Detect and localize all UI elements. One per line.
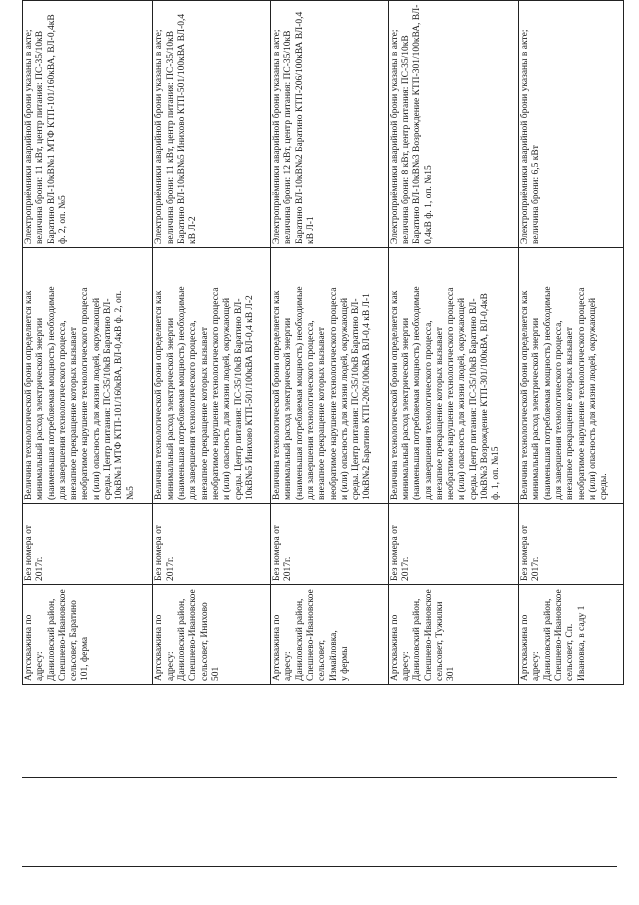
doc-number-text: Без номера от 2017г. [389, 525, 411, 581]
doc-number-text: Без номера от 2017г. [520, 525, 542, 581]
doc-number-text: Без номера от 2017г. [24, 525, 46, 581]
address-cell [271, 585, 389, 685]
address-text: Артскважина по адресу: Даниловский район, Спешнево-Ивановское сельсовет, Баратино 101, ферма [24, 589, 91, 681]
info-cell [388, 1, 518, 248]
address-cell [519, 585, 624, 685]
empty-ruling-line [22, 777, 617, 778]
table-row [388, 1, 518, 685]
doc-number-cell [388, 504, 518, 585]
doc-number-text: Без номера от 2017г. [154, 525, 176, 581]
address-text: Артскважина по адресу: Даниловский район, Спешнево-Ивановское сельсовет, Тужилки 301 [389, 589, 457, 681]
address-cell [388, 585, 518, 685]
description-cell [23, 248, 153, 504]
info-cell [519, 1, 624, 248]
table-row [271, 1, 389, 685]
info-cell [271, 1, 389, 248]
info-text: Электроприёмники аварийной брони указаны в акте; величина брони: 12 кВт, центр питания: ПС-35/10кВ Баратино ВЛ-10кВ№2 Баратино КТП-206/100кВА ВЛ-0,4 кВ Л-1 [272, 11, 316, 244]
description-cell [388, 248, 518, 504]
table-row [153, 1, 271, 685]
table-row [23, 1, 153, 685]
empty-ruling-line [22, 866, 617, 867]
description-text: Величина технологической брони определяется как минимальный расход электрической энергии (наименьшая потребляемая мощность) необходимые для завершения технологического процесса, внезапное прекращение которых вызывает необратимое нарушение технологического процесса и (или) опасность для жизни людей, окружающей среды. Центр питания: ПС-35/10кВ Баратино ВЛ- 10кВ№3 Возрождение КТП-301/100кВА, ВЛ-0,4кВ ф. 1, оп. №15 [389, 286, 502, 500]
description-cell [153, 248, 271, 504]
doc-number-text: Без номера от 2017г. [272, 525, 294, 581]
description-cell [519, 248, 624, 504]
info-cell [23, 1, 153, 248]
description-cell [271, 248, 389, 504]
description-text: Величина технологической брони определяется как минимальный расход электрической энергии (наименьшая потребляемая мощность) необходимые для завершения технологического процесса, внезапное прекращение которых вызывает необратимое нарушение технологического процесса и (или) опасность для жизни людей, окружающей среды. Центр питания: ПС-35/10кВ Баратино ВЛ- 10кВ№2 Баратино КТП-206/100кВА ВЛ-0,4 кВ Л-1 [272, 286, 373, 500]
info-cell [153, 1, 271, 248]
address-cell [153, 585, 271, 685]
address-text: Артскважина по адресу: Даниловский район, Спешнево-Ивановское сельсовет, Сп. Ивановка, в саду 1 [520, 589, 587, 681]
address-text: Артскважина по адресу: Даниловский район, Спешнево-Ивановское сельсовет, Измайловка, у фермы [272, 589, 350, 681]
info-text: Электроприёмники аварийной брони указаны в акте; величина брони: 11 кВт, центр питания: ПС-35/10кВ Баратино ВЛ-10кВ№5 Инихово КТП-501/100кВА ВЛ-0,4 кВ Л-2 [154, 13, 199, 244]
doc-number-cell [153, 504, 271, 585]
description-text: Величина технологической брони определяется как минимальный расход электрической энергии (наименьшая потребляемая мощность) необходимые для завершения технологического процесса, внезапное прекращение которых вызывает необратимое нарушение технологического процесса и (или) опасность для жизни людей, окружающей среды. Центр питания: ПС-35/10кВ Баратино ВЛ- 10кВ№1 МТФ КТП-101/160кВА, ВЛ-0,4кВ ф. 2, оп. №5 [24, 286, 136, 500]
description-text: Величина технологической брони определяется как минимальный расход электрической энергии (наименьшая потребляемая мощность) необходимые для завершения технологического процесса, внезапное прекращение которых вызывает необратимое нарушение технологического процесса и (или) опасность для жизни людей, окружающей среды. [520, 286, 610, 500]
address-cell [23, 585, 153, 685]
brone-table [22, 0, 624, 685]
info-text: Электроприёмники аварийной брони указаны в акте; величина брони: 8 кВт, центр питания: ПС-35/10кВ Баратино ВЛ-10кВ№3 Возрождение КТП-301/100кВА, ВЛ- 0,4кВ ф. 1, оп. №15 [389, 4, 434, 244]
doc-number-cell [23, 504, 153, 585]
doc-number-cell [271, 504, 389, 585]
description-text: Величина технологической брони определяется как минимальный расход электрической энергии (наименьшая потребляемая мощность) необходимые для завершения технологического процесса, внезапное прекращение которых вызывает необратимое нарушение технологического процесса и (или) опасность для жизни людей, окружающей среды. Центр питания: ПС-35/10кВ Баратино ВЛ- 10кВ№5 Инихово КТП-501/100кВА ВЛ-0,4 кВ Л-2 [154, 286, 255, 500]
info-text: Электроприёмники аварийной брони указаны в акте; величина брони: 6,5 кВт [520, 29, 542, 244]
doc-number-cell [519, 504, 624, 585]
info-text: Электроприёмники аварийной брони указаны в акте; величина брони: 11 кВт, центр питания: ПС-35/10кВ Баратино ВЛ-10кВ№1 МТФ КТП-101/160кВА, ВЛ-0,4кВ ф. 2, оп. №5 [24, 14, 68, 244]
address-text: Артскважина по адресу: Даниловский район, Спешнево-Ивановское сельсовет, Инихово 501 [154, 589, 221, 681]
table-row [519, 1, 624, 685]
